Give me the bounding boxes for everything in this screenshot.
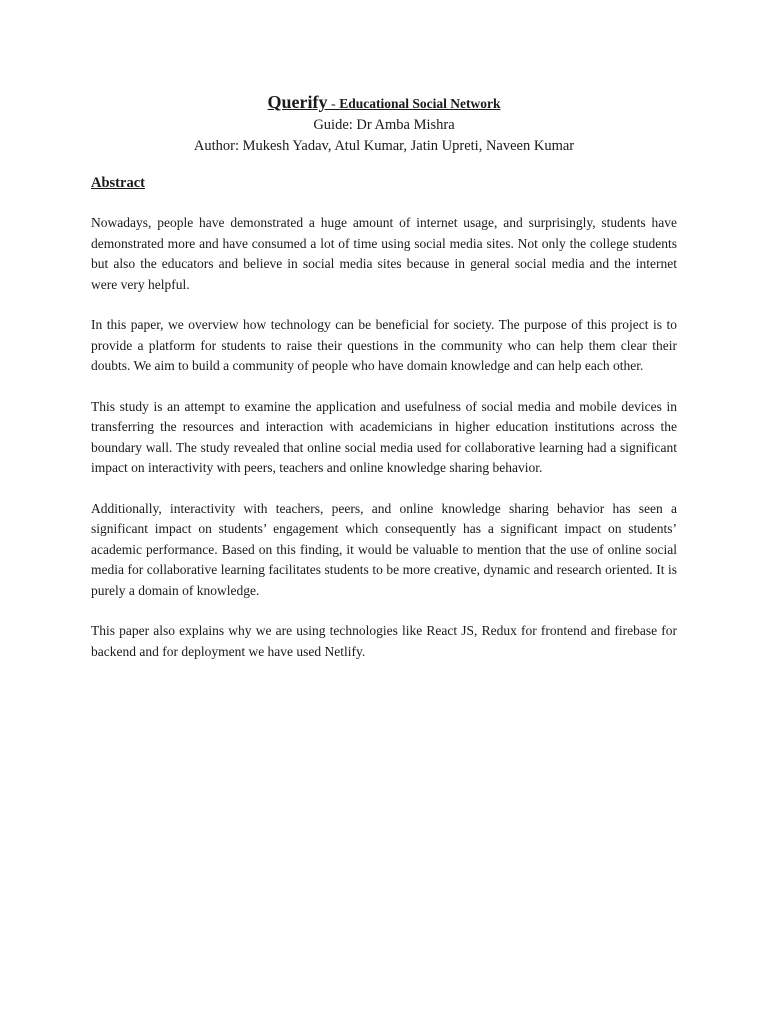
document-page [91, 92, 677, 662]
title-subtitle: Educational Social Network [339, 96, 501, 111]
paragraph: Nowadays, people have demonstrated a huge amount of internet usage, and surprisingly, students have demonstrated more and have consumed a lot of time using social media sites. Not only the college students but also the educators and believe in social media sites because in general social media and the internet were very helpful. [91, 215, 677, 292]
paragraph: In this paper, we overview how technology can be beneficial for society. The purpose of this project is to provide a platform for students to raise their questions in the community who can help them clear their doubts. We aim to build a community of people who have domain knowledge and can help each other. [91, 317, 677, 373]
authors-line: Author: Mukesh Yadav, Atul Kumar, Jatin Upreti, Naveen Kumar [193, 138, 575, 154]
title-separator: - [327, 97, 340, 112]
paragraph: Additionally, interactivity with teachers, peers, and online knowledge sharing behavior has seen a significant impact on students’ engagement which consequently has a significant impact on students’ academic performance. Based on this finding, it would be valuable to mention that the use of online social media for collaborative learning facilitates students to be more creative, dynamic and research oriented. It is purely a domain of knowledge. [91, 500, 677, 598]
paper-title [91, 92, 677, 115]
paragraph: This study is an attempt to examine the application and usefulness of social media and mobile devices in transferring the resources and interaction with academicians in higher education institutions across the boundary wall. The study revealed that online social media used for collaborative learning had a significant impact on interactivity with peers, teachers and online knowledge sharing behavior. [91, 398, 677, 475]
guide-line: Guide: Dr Amba Mishra [313, 117, 455, 133]
abstract-heading: Abstract [91, 175, 145, 191]
paragraph: This paper also explains why we are using technologies like React JS, Redux for frontend and firebase for backend and for deployment we have used Netlify. [91, 623, 677, 659]
title-block [91, 92, 677, 157]
title-main: Querify [267, 92, 328, 112]
